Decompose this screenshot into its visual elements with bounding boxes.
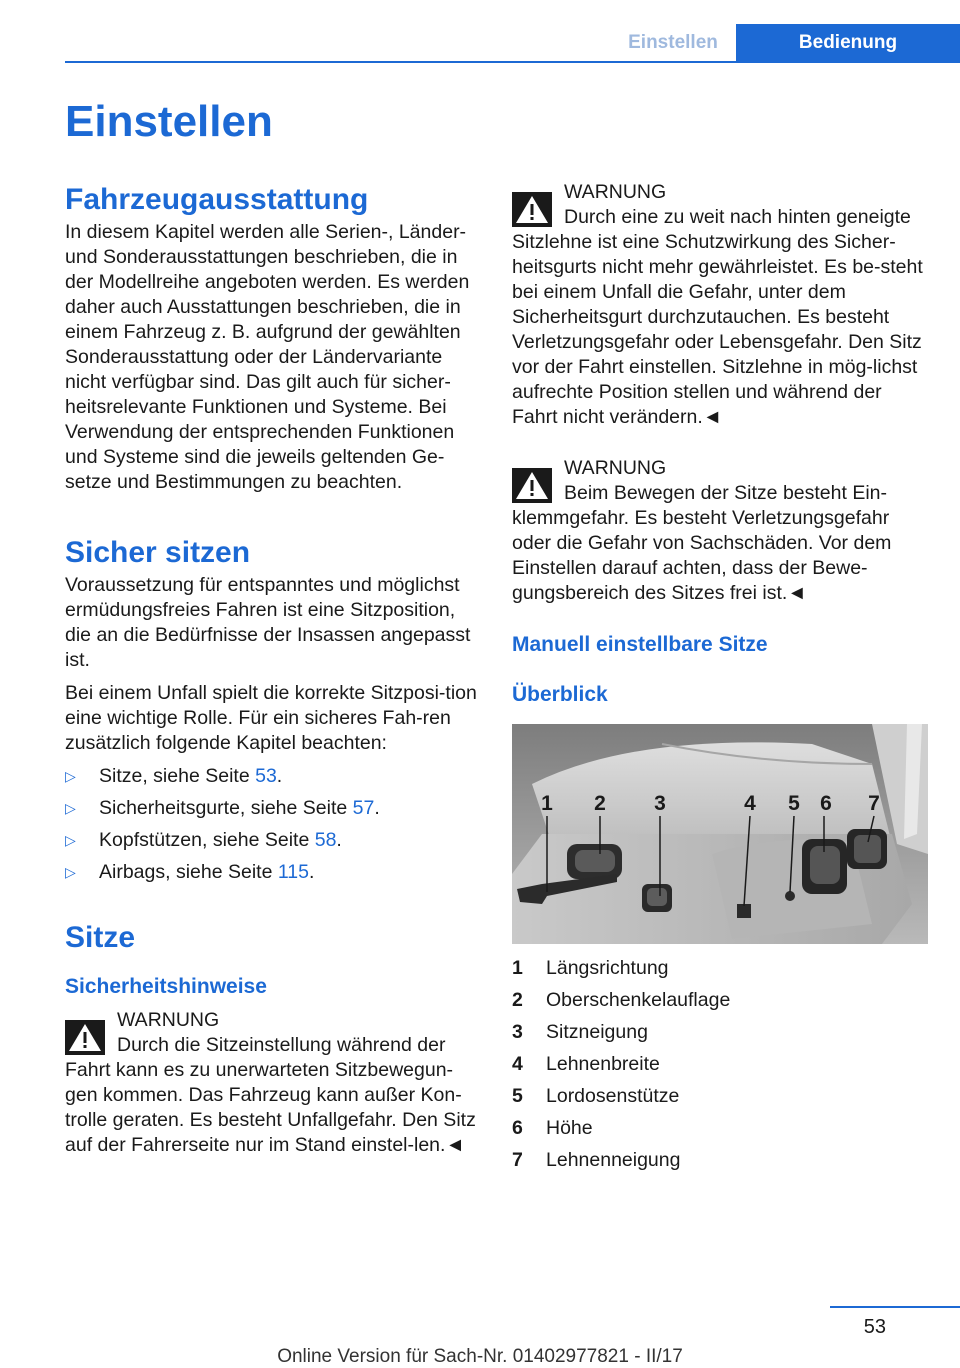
callout-4: 4 <box>744 792 756 815</box>
callout-1: 1 <box>541 792 553 815</box>
page-link[interactable]: 57 <box>352 797 375 819</box>
footer-text: Online Version für Sach-Nr. 01402977821 - II/17 <box>277 1346 683 1367</box>
list-item: ▷ Sicherheitsgurte, siehe Seite 57. <box>65 797 380 819</box>
header-tab-bedienung[interactable]: Bedienung <box>736 24 960 61</box>
triangle-bullet-icon: ▷ <box>65 800 76 816</box>
warning-label: WARNUNG <box>564 181 667 203</box>
triangle-bullet-icon: ▷ <box>65 864 76 880</box>
callout-6: 6 <box>820 792 832 815</box>
triangle-bullet-icon: ▷ <box>65 832 76 848</box>
page-number: 53 <box>863 1316 886 1338</box>
warning-box <box>512 456 928 606</box>
subheading-sicherheitshinweise: Sicherheitshinweise <box>65 975 267 998</box>
section-heading-fahrzeugausstattung: Fahrzeugausstattung <box>65 183 369 216</box>
subheading-manuell-einstellbare-sitze: Manuell einstellbare Sitze <box>512 633 768 656</box>
warning-text: Durch die Sitzeinstellung während der Fahrt kann es zu unerwarteten Sitzbewegun-gen kommen. Das Fahrzeug kann außer Kon-trolle geraten. Es besteht Unfallgefahr. Den Sitz auf der Fahrerseite nur im Stand einstel-len.◄ <box>65 1034 476 1156</box>
seat-illustration <box>512 724 928 944</box>
page-title: Einstellen <box>65 97 273 146</box>
warning-triangle-icon <box>512 468 552 503</box>
seat-photo <box>512 724 928 944</box>
list-item: ▷ Kopfstützen, siehe Seite 58. <box>65 829 342 851</box>
page-number-rule <box>830 1306 960 1308</box>
section-heading-sicher-sitzen: Sicher sitzen <box>65 536 251 569</box>
right-column <box>512 180 928 1180</box>
list-item: 4 Lehnenbreite <box>512 1053 660 1075</box>
callout-5: 5 <box>788 792 800 815</box>
page-link[interactable]: 53 <box>255 765 277 787</box>
left-column <box>65 180 483 1158</box>
page-link[interactable]: 58 <box>314 829 337 851</box>
legend-list <box>512 956 928 1180</box>
callout-2: 2 <box>594 792 606 815</box>
page-link[interactable]: 115 <box>277 861 309 883</box>
list-item: 2 Oberschenkelauflage <box>512 989 731 1011</box>
warning-box <box>512 180 928 430</box>
warning-text: Beim Bewegen der Sitze besteht Ein-klemmgefahr. Es besteht Verletzungsgefahr oder die Gefahr von Sachschäden. Vor dem Einstellen darauf achten, dass der Bewe-gungsbereich des Sitzes frei ist.◄ <box>512 482 892 604</box>
warning-label: WARNUNG <box>564 457 667 479</box>
list-item: 3 Sitzneigung <box>512 1021 648 1043</box>
warning-label: WARNUNG <box>117 1009 220 1031</box>
list-item: ▷ Sitze, siehe Seite 53. <box>65 765 283 787</box>
section-heading-sitze: Sitze <box>65 921 136 954</box>
header-rule <box>65 61 960 63</box>
warning-text: Durch eine zu weit nach hinten geneigte Sitzlehne ist eine Schutzwirkung des Sicher-heitsgurts nicht mehr gewährleistet. Es be-steht bei einem Unfall die Gefahr, unter dem Sicherheitsgurt durchzutauchen. Es besteht Verletzungsgefahr oder Lebensgefahr. Den Sitz vor der Fahrt einstellen. Sitzlehne in mög-lichst aufrechte Position stellen und während der Fahrt nicht verändern.◄ <box>512 206 923 428</box>
warning-triangle-icon <box>65 1020 105 1055</box>
paragraph-sitzposition: Voraussetzung für entspanntes und möglichst ermüdungsfreies Fahren ist eine Sitzposition, die an die Bedürfnisse der Insassen angepasst ist. <box>65 574 471 671</box>
list-item: 6 Höhe <box>512 1117 593 1139</box>
reference-list <box>65 764 483 892</box>
list-item: 5 Lordosenstütze <box>512 1085 680 1107</box>
callout-7: 7 <box>868 792 880 815</box>
triangle-bullet-icon: ▷ <box>65 768 76 784</box>
list-item: 1 Längsrichtung <box>512 957 669 979</box>
list-item: 7 Lehnenneigung <box>512 1149 681 1171</box>
list-item: ▷ Airbags, siehe Seite 115. <box>65 861 315 883</box>
header-tab-einstellen[interactable]: Einstellen <box>628 32 718 53</box>
paragraph-ausstattung: In diesem Kapitel werden alle Serien-, Länder- und Sonderausstattungen beschrieben, die in der Modellreihe angeboten werden. Es werden daher auch Ausstattungen beschrieben, die in einem Fahrzeug z. B. aufgrund der gewählten Sonderausstattung oder der Ländervariante nicht verfügbar sind. Das gilt auch für sicher-heitsrelevante Funktionen und Systeme. Bei Verwendung der entsprechenden Funktionen und Systeme sind die jeweils geltenden Ge-setze und Bestimmungen zu beachten. <box>65 221 470 493</box>
subheading-ueberblick: Überblick <box>512 683 608 706</box>
warning-triangle-icon <box>512 192 552 227</box>
paragraph-unfall: Bei einem Unfall spielt die korrekte Sitzposi-tion eine wichtige Rolle. Für ein sicheres Fah-ren zusätzlich folgende Kapitel beachten: <box>65 682 477 754</box>
warning-box <box>65 1008 483 1158</box>
callout-3: 3 <box>654 792 666 815</box>
